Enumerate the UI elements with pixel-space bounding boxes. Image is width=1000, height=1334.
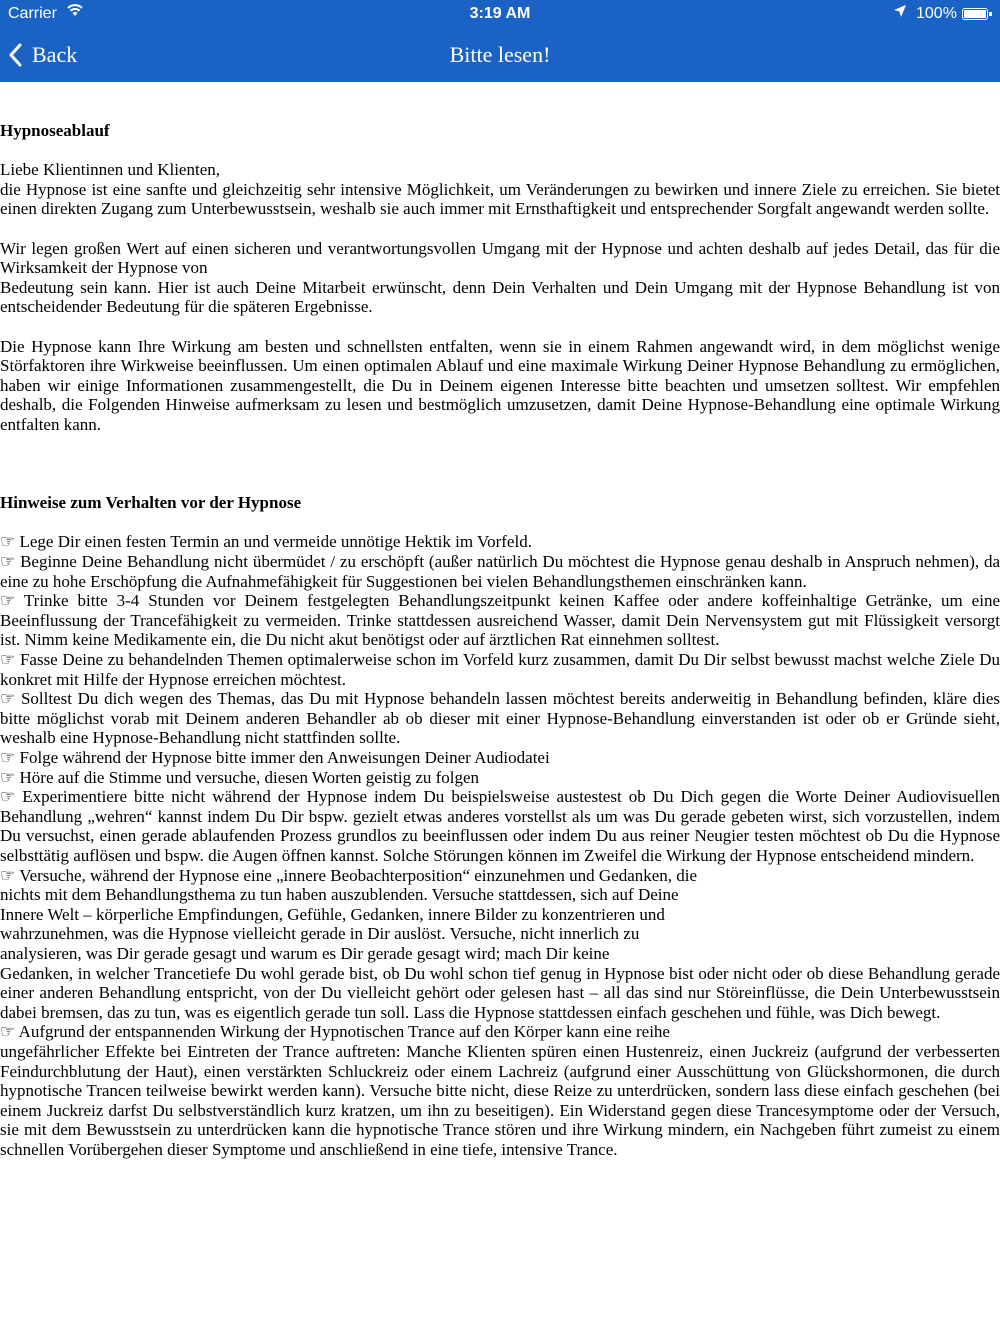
bullet-continuation-line: nichts mit dem Behandlungsthema zu tun haben auszublenden. Versuche stattdessen, sich auf Deine: [0, 885, 679, 905]
bullet-text: Experimentiere bitte nicht während der Hypnose indem Du beispielsweise austestest ob Du Dich gegen die Worte Deiner Audiovisuellen Behandlung „wehren“ kannst indem Du Dir bspw. gezielt etwas anderes vorstellst als um was Du gerade gebeten wirst, sich vorzustellen, indem Du versuchst, einen gerade ablaufenden Prozess grundlos zu beeinflussen oder indem Du aus reiner Neugier testen möchtest ob Du die Hypnose selbsttätig auflösen und bspw. die Augen öffnen kannst. Solche Störungen können im Zweifel die Wirkung der Hypnose entscheidend mindern.: [0, 787, 1000, 865]
bullet-text: Lege Dir einen festen Termin an und vermeide unnötige Hektik im Vorfeld.: [19, 532, 532, 552]
battery-icon: [962, 8, 988, 20]
location-arrow-icon: [893, 4, 907, 21]
intro-paragraph: die Hypnose ist eine sanfte und gleichzeitig sehr intensive Möglichkeit, um Veränderungen zu bewirken und innere Ziele zu erreichen. Sie bietet einen direkten Zugang zum Unterbewusstsein, weshalb sie auch immer mit Ernsthaftigkeit und entsprechender Sorgfalt angewandt werden sollte.: [0, 179, 1000, 219]
navigation-header: [0, 0, 1000, 82]
pointing-hand-icon: ☞: [0, 748, 16, 768]
article-content: [0, 121, 1000, 1159]
bullet-text: Höre auf die Stimme und versuche, diesen Worten geistig zu folgen: [19, 767, 480, 787]
paragraph-2-line-1: Wir legen großen Wert auf einen sicheren und verantwortungsvollen Umgang mit der Hypnose und achten deshalb auf jedes Detail, das für die Wirksamkeit der Hypnose von: [0, 238, 1000, 278]
intro-greeting: Liebe Klientinnen und Klienten,: [0, 160, 220, 180]
bullet-item: [0, 768, 1000, 788]
pointing-hand-icon: ☞: [0, 767, 16, 787]
pointing-hand-icon: ☞: [0, 865, 16, 885]
pointing-hand-icon: ☞: [0, 787, 16, 807]
paragraph-2-line-2: Bedeutung sein kann. Hier ist auch Deine Mitarbeit erwünscht, denn Dein Verhalten und Dein Umgang mit der Hypnose Behandlung ist von entscheidender Bedeutung für die späteren Ergebnisse.: [0, 277, 1000, 317]
pointing-hand-icon: ☞: [0, 1022, 16, 1042]
bullet-item: [0, 552, 1000, 591]
bullet-item: [0, 1022, 1000, 1042]
bullet-continuation-text: Gedanken, in welcher Trancetiefe Du wohl gerade bist, ob Du wohl schon tief genug in Hypnose bist oder nicht oder ob diese Behandlung gerade einer anderen Behandlung entspricht, von der Du vielleicht gehört oder gelesen hast – all das sind nur Störeinflüsse, die Dein Unterbewusstsein dabei bremsen, das zu tun, was es eigentlich gerade tun soll. Lass die Hypnose stattdessen einfach geschehen und fühle, was Dich bewegt.: [0, 963, 1000, 1022]
bullet-item: [0, 866, 1000, 886]
pointing-hand-icon: ☞: [0, 532, 16, 552]
bullet-text-line: Aufgrund der entspannenden Wirkung der Hypnotischen Trance auf den Körper kann eine reihe: [18, 1022, 670, 1042]
nav-bar: [0, 28, 1000, 82]
bullet-continuation-line: Innere Welt – körperliche Empfindungen, Gefühle, Gedanken, innere Bilder zu konzentrieren und: [0, 904, 665, 924]
section-heading-hypnoseablauf: Hypnoseablauf: [0, 121, 110, 140]
page-title: Bitte lesen!: [449, 42, 551, 67]
status-bar: [0, 0, 1000, 28]
section-heading-hinweise: Hinweise zum Verhalten vor der Hypnose: [0, 493, 302, 513]
bullet-item: [0, 650, 1000, 689]
back-button-label: Back: [32, 42, 78, 67]
bullet-text-line: Versuche, während der Hypnose eine „innere Beobachterposition“ einzunehmen und Gedanken, die: [19, 865, 698, 885]
bullet-item: [0, 689, 1000, 748]
bullet-text: Solltest Du dich wegen des Themas, das Du mit Hypnose behandeln lassen möchtest bereits anderweitig in Behandlung befinden, kläre dies bitte möglichst vorab mit Deinem anderen Behandler ab ob dieser mit einer Hypnose-Behandlung einverstanden ist oder ob er Gründe sieht, weshalb eine Hypnose-Behandlung nicht stattfinden sollte.: [0, 689, 1000, 748]
status-time: 3:19 AM: [469, 5, 531, 22]
pointing-hand-icon: ☞: [0, 689, 16, 709]
bullet-item: [0, 748, 1000, 768]
pointing-hand-icon: ☞: [0, 650, 16, 670]
bullet-continuation-text: ungefährlicher Effekte bei Eintreten der Trance auftreten: Manche Klienten spüren einen Hustenreiz, einen Juckreiz (aufgrund der verbesserten Feindurchblutung der Haut), einen verstärkten Schluckreiz oder einem Lachreiz (aufgrund einer Ausschüttung von Glückshormonen, die durch hypnotische Trancen teilweise bewirkt werden kann). Versuche bitte nicht, diese Reize zu unterdrücken, sondern lass diese einfach geschehen (bei einem Juckreiz darfst Du selbstverständlich kurz kratzen, um ihn zu beseitigen). Ein Widerstand gegen diese Trancesymptome oder der Versuch, sie mit dem Bewusstsein zu unterdrücken kann die hypnotische Trance stören und ihre Wirkung mindern, ein Nachgeben führt zumeist zu einem schnellen Vorübergehen dieser Symptome und anschließend in eine tiefe, intensive Trance.: [0, 1041, 1000, 1159]
bullet-continuation-line: wahrzunehmen, was die Hypnose vielleicht gerade in Dir auslöst. Versuche, nicht innerlich zu: [0, 924, 640, 944]
bullet-text: Beginne Deine Behandlung nicht übermüdet / zu erschöpft (außer natürlich Du möchtest die Hypnose genau deshalb in Anspruch nehmen), da eine zu hohe Erschöpfung die Aufnahmefähigkeit für Suggestionen bei vielen Behandlungsthemen einschränken kann.: [0, 552, 1000, 591]
bullet-item: [0, 787, 1000, 865]
bullet-text: Folge während der Hypnose bitte immer den Anweisungen Deiner Audiodatei: [19, 748, 550, 768]
bullet-text: Trinke bitte 3-4 Stunden vor Deinem festgelegten Behandlungszeitpunkt keinen Kaffee oder andere koffeinhaltige Getränke, um eine Beeinflussung der Trancefähigkeit zu vermeiden. Trinke stattdessen ausreichend Wasser, damit Dein Nervensystem gut mit Flüssigkeit versorgt ist. Nimm keine Medikamente ein, die Du nicht akut benötigst oder auf ärztlichen Rat einnehmen solltest.: [0, 591, 1000, 650]
bullet-text: Fasse Deine zu behandelnden Themen optimalerweise schon im Vorfeld kurz zusammen, damit Du Dir selbst bewusst machst welche Ziele Du konkret mit Hilfe der Hypnose erreichen möchtest.: [0, 650, 1000, 689]
pointing-hand-icon: ☞: [0, 591, 16, 611]
bullet-continuation-line: analysieren, was Dir gerade gesagt und warum es Dir gerade gesagt wird; mach Dir keine: [0, 943, 610, 963]
bullet-item: [0, 532, 1000, 552]
carrier-label: Carrier: [8, 5, 57, 22]
paragraph-3: Die Hypnose kann Ihre Wirkung am besten und schnellsten entfalten, wenn sie in einem Rahmen angewandt wird, in dem möglichst wenige Störfaktoren ihre Wirkweise beeinflussen. Um einen optimalen Ablauf und eine maximale Wirkung Deiner Hypnose Behandlung zu ermöglichen, haben wir einige Informationen zusammengestellt, die Du in Deinem eigenen Interesse bitte beachten und umsetzen solltest. Wir empfehlen deshalb, die Folgenden Hinweise aufmerksam zu lesen und bestmöglich umzusetzen, damit Deine Hypnose-Behandlung eine optimale Wirkung entfalten kann.: [0, 336, 1000, 434]
battery-percentage: 100%: [916, 5, 957, 22]
pointing-hand-icon: ☞: [0, 552, 16, 572]
bullet-item: [0, 591, 1000, 650]
